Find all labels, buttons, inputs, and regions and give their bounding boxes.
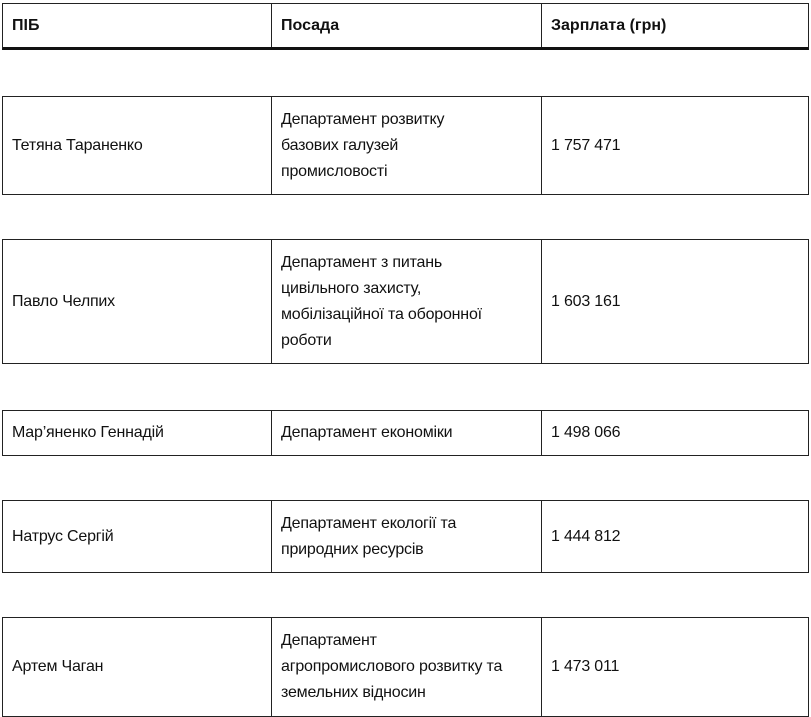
position-line: мобілізаційної та оборонної xyxy=(281,305,482,323)
header-name: ПІБ xyxy=(3,4,272,47)
table-row xyxy=(2,96,809,195)
salary: 1 498 066 xyxy=(551,424,621,441)
position-line: промисловості xyxy=(281,162,388,180)
table-row xyxy=(2,617,809,717)
position-cell xyxy=(272,618,542,716)
name: Тетяна Тараненко xyxy=(12,136,143,154)
header-position: Посада xyxy=(272,4,542,47)
name-cell xyxy=(3,240,272,363)
salary-cell xyxy=(542,501,808,572)
salary: 1 444 812 xyxy=(551,527,621,545)
position-cell xyxy=(272,411,542,455)
table-row xyxy=(2,239,809,364)
position-line: агропромислового розвитку та xyxy=(281,658,503,675)
name-cell xyxy=(3,618,272,716)
header-salary: Зарплата (грн) xyxy=(551,16,667,34)
table-row xyxy=(2,410,809,456)
position-line: Департамент з питань xyxy=(281,253,443,271)
position-cell xyxy=(272,240,542,363)
table-header xyxy=(2,3,809,50)
position-line: Департамент xyxy=(281,632,377,649)
position-line: роботи xyxy=(281,331,332,349)
table-row xyxy=(2,500,809,573)
salary: 1 757 471 xyxy=(551,136,621,154)
salary-cell xyxy=(542,411,808,455)
position-line: Департамент економіки xyxy=(281,424,453,441)
salary-cell xyxy=(542,97,808,194)
name-cell xyxy=(3,97,272,194)
salary-cell xyxy=(542,240,808,363)
name: Артем Чаган xyxy=(12,658,104,675)
salary: 1 473 011 xyxy=(551,658,620,675)
name: Натрус Сергій xyxy=(12,527,114,545)
position-line: базових галузей xyxy=(281,136,399,154)
position-line: цивільного захисту, xyxy=(281,279,422,297)
name: Павло Челпих xyxy=(12,292,115,310)
position-line: природних ресурсів xyxy=(281,540,424,558)
salary-cell xyxy=(542,618,808,716)
position-cell xyxy=(272,97,542,194)
position-line: Департамент розвитку xyxy=(281,110,445,128)
position-cell xyxy=(272,501,542,572)
name-cell xyxy=(3,501,272,572)
position-line: земельних відносин xyxy=(281,684,426,701)
name: Мар’яненко Геннадій xyxy=(12,424,164,441)
position-line: Департамент екології та xyxy=(281,514,457,532)
salary: 1 603 161 xyxy=(551,292,621,310)
name-cell xyxy=(3,411,272,455)
